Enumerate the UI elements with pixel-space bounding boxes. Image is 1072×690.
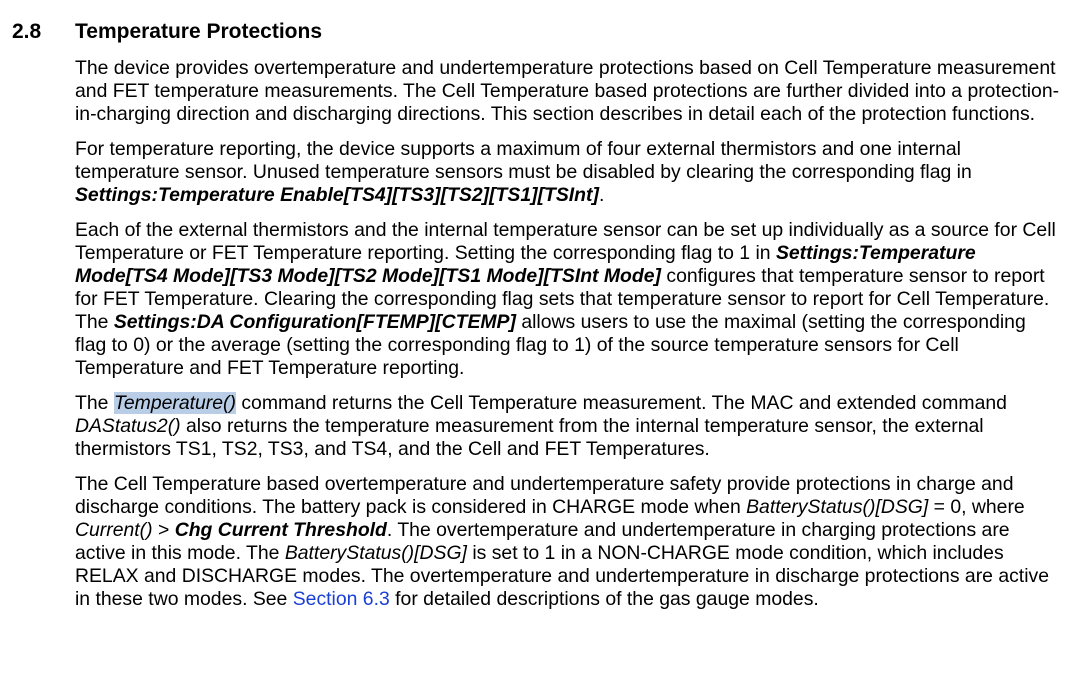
section-link[interactable]: Section 6.3 (292, 588, 390, 610)
register-reference: Settings:DA Configuration[FTEMP][CTEMP] (113, 311, 516, 333)
paragraph-text: allows users to use the maximal (setting the corresponding flag to 0) or the average (setting the corresponding flag to 1) of the source temperature sensors for Cell Temperature and FET Temperature reporting. (75, 311, 1026, 379)
highlighted-command-reference[interactable]: Temperature() (113, 392, 236, 414)
paragraph-text: also returns the temperature measurement from the internal temperature sensor, the external thermistors TS1, TS2, TS3, and TS4, and the Cell and FET Temperatures. (75, 415, 984, 460)
section-body (75, 57, 1060, 623)
paragraph-temperature-reporting (75, 138, 1060, 207)
paragraph-text: . (598, 184, 605, 206)
section-number: 2.8 (12, 20, 42, 43)
paragraph-text: configures that temperature sensor to report for FET Temperature. Clearing the corresponding flag sets that temperature sensor to report for Cell Temperature. The (75, 265, 1050, 333)
paragraph-text: = 0, where (928, 496, 1025, 518)
paragraph-text: For temperature reporting, the device supports a maximum of four external thermistors and one internal temperature sensor. Unused temperature sensors must be disabled by clearing the corresponding flag in (75, 138, 972, 183)
paragraph-text: The (75, 392, 114, 414)
paragraph-text: for detailed descriptions of the gas gauge modes. (389, 588, 819, 610)
command-reference: Current() (75, 519, 153, 541)
command-reference: DAStatus2() (75, 415, 181, 437)
paragraph-text: > (152, 519, 175, 541)
command-reference: BatteryStatus()[DSG] (284, 542, 467, 564)
section-heading (12, 19, 322, 45)
paragraph-text: . The overtemperature and undertemperature in charging protections are active in this mode. The (75, 519, 1010, 564)
paragraph-temperature-command (75, 392, 1060, 461)
paragraph-text: Each of the external thermistors and the internal temperature sensor can be set up individually as a source for Cell Temperature or FET Temperature reporting. Setting the corresponding flag to 1 in (75, 219, 1056, 264)
paragraph-text: The device provides overtemperature and undertemperature protections based on Cell Temperature measurement and FET temperature measurements. The Cell Temperature based protections are further divided into a protection-in-charging direction and discharging directions. This section describes in detail each of the protection functions. (75, 57, 1060, 125)
parameter-reference: Chg Current Threshold (174, 519, 387, 541)
register-reference: Settings:Temperature Mode[TS4 Mode][TS3 Mode][TS2 Mode][TS1 Mode][TSInt Mode] (75, 242, 976, 287)
register-reference: Settings:Temperature Enable[TS4][TS3][TS2][TS1][TSInt] (75, 184, 599, 206)
section-title: Temperature Protections (75, 20, 323, 43)
paragraph-safety-modes (75, 473, 1060, 611)
paragraph-sensor-setup (75, 219, 1060, 380)
command-reference: BatteryStatus()[DSG] (746, 496, 929, 518)
paragraph-text: command returns the Cell Temperature measurement. The MAC and extended command (235, 392, 1007, 414)
paragraph-overview (75, 57, 1060, 126)
paragraph-text: is set to 1 in a NON-CHARGE mode condition, which includes RELAX and DISCHARGE modes. The overtemperature and undertemperature in discharge protections are active in these two modes. See (75, 542, 1049, 610)
paragraph-text: The Cell Temperature based overtemperature and undertemperature safety provide protections in charge and discharge conditions. The battery pack is considered in CHARGE mode when (75, 473, 1014, 518)
